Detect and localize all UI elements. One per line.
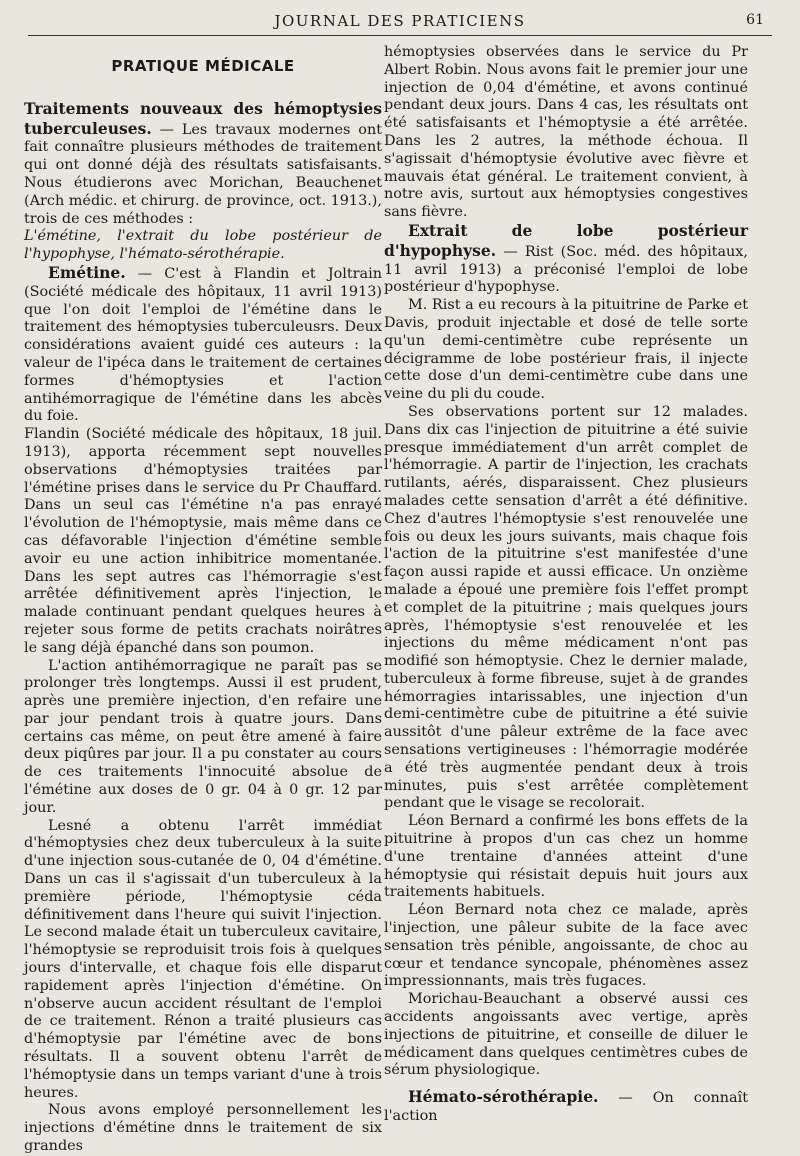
emetine-paragraph-4: Lesné a obtenu l'arrêt immédiat d'hémoptysies chez deux tuberculeux à la suite d'une injection sous-cutanée de 0, 04 d'émétine. Dans un cas il s'agissait d'un tuberculeux à la première période, l'hémoptysie céda définitivement dans l'heure qui suivit l'injection. Le second malade était un tuberculeux cavitaire, l'hémoptysie se reproduisit trois fois à quelques jours d'intervalle, et chaque fois elle disparut rapidement après l'injection d'émétine. On n'observe aucun accident résultant de l'emploi de ce traitement. Rénon a traité plusieurs cas d'hémoptysie par l'émétine avec de bons résultats. Il a souvent obtenu l'arrêt de l'hémoptysie dans un temps variant d'une à trois heures. — [24, 817, 382, 1101]
hypophyse-heading: Extrait de lobe postérieur d'hypophyse. — [384, 220, 748, 260]
article-title: Traitements nouveaux des hémoptysies tuberculeuses. — [24, 98, 382, 138]
header-rule — [28, 35, 772, 36]
left-column — [24, 44, 382, 1156]
hypophyse-paragraph-6: Morichau-Beauchant a observé aussi ces accidents angoissants avec vertige, après injections de pituitrine, et conseille de diluer le médicament dans quelques centimètres cubes de sérum physiologique. — [384, 991, 748, 1079]
continued-paragraph: hémoptysies observées dans le service du Pr Albert Robin. Nous avons fait le premier jour une injection de 0,04 d'émétine, et avons continué pendant deux jours. Dans 4 cas, les résultats ont été satisfaisants et l'hémoptysie a été arrêtée. Dans les 2 autres, la méthode échoua. Il s'agissait d'hémoptysie évolutive avec fièvre et mauvais état général. Le traitement convient, à notre avis, surtout aux hémoptysies congestives sans fièvre. — [384, 44, 748, 221]
methods-list: L'émétine, l'extrait du lobe postérieur de l'hypophyse, l'hémato-sérothérapie. — [24, 228, 382, 263]
article-intro — [24, 100, 382, 229]
emetine-paragraph-3: L'action antihémorragique ne paraît pas se prolonger très longtemps. Aussi il est prudent, après une première injection, d'en refaire une par jour pendant trois à quatre jours. Dans certains cas même, on peut être amené à faire deux piqûres par jour. Il a pu constater au cours de ces traitements l'innocuité absolue de l'émétine aux doses de 0 gr. 04 à 0 gr. 12 par jour. — [24, 657, 382, 816]
hemato-heading: Hémato-sérothérapie. — [408, 1087, 599, 1107]
article-intro-text: — Les travaux modernes ont fait connaître plusieurs méthodes de traitement qui ont donné déjà des résultats satisfaisants. Nous étudierons avec Morichan, Beauchenet (Arch médic. et chirurg. de province, oct. 1913.), trois de ces méthodes : — [24, 121, 382, 227]
emetine-paragraph-2: Flandin (Société médicale des hôpitaux, 18 juil. 1913), apporta récemment sept nouvelles observations d'hémoptysies traitées par l'émétine prises dans le service du Pr Chauffard. Dans un seul cas l'émétine n'a pas enrayé l'évolution de l'hémoptysie, mais même dans ce cas défavorable l'injection d'émétine semble avoir eu une action inhibitrice momentanée. Dans les sept autres cas l'hémorragie s'est arrêtée définitivement après l'injection, le malade continuant pendant quelques heures à rejeter sous forme de petits crachats noirâtres le sang déjà épanché dans son poumon. — [24, 426, 382, 656]
emetine-heading: Emétine. — [48, 262, 126, 282]
running-head: JOURNAL DES PRATICIENS — [274, 12, 526, 30]
hypophyse-paragraph-5: Léon Bernard nota chez ce malade, après l'injection, une pâleur subite de la face avec sensation très pénible, angoissante, de choc au cœur et tendance syncopale, phénomènes assez impressionnants, mais très fugaces. — [384, 902, 748, 990]
emetine-paragraph-1: Emétine. — C'est à Flandin et Joltrain (Société médicale des hôpitaux, 11 avril 1913) que l'on doit l'emploi de l'émétine dans le traitement des hémoptysies tuberculeusrs. Deux considérations avaient guidé ces auteurs : la valeur de l'ipéca dans le traitement de certaines formes d'hémoptysies et l'action antihémorragique de l'émétine dans les abcès du foie. — [24, 262, 382, 425]
hypophyse-paragraph-1: Extrait de lobe postérieur d'hypophyse. — Rist (Soc. méd. des hôpitaux, 11 avril 1913) a préconisé l'emploi de lobe postérieur d'hypophyse. — [384, 220, 748, 296]
hypophyse-paragraph-3: Ses observations portent sur 12 malades. Dans dix cas l'injection de pituitrine a été suivie presque immédiatement d'un arrêt complet de l'hémorragie. A partir de l'injection, les crachats rutilants, aérés, disparaissent. Chez plusieurs malades cette sensation d'arrêt a été définitive. Chez d'autres l'hémoptysie s'est renouvelée une fois ou deux les jours suivants, mais chaque fois l'action de la pituitrine s'est manifestée d'une façon aussi rapide et aussi efficace. Un onzième malade a époué une première fois l'effet prompt et complet de la pituitrine ; mais quelques jours après, l'hémoptysie s'est renouvelée et les injections du même médicament n'ont pas modifié son hémoptysie. Chez le dernier malade, tuberculeux à forme fibreuse, sujet à de grandes hémorragies intarissables, une injection d'un demi-centimètre cube de pituitrine a été suivie aussitôt d'une pâleur extrême de la face avec sensations vertigineuses : l'hémorragie modérée a été très augmentée pendant deux à trois minutes, puis s'est arrêtée complètement pendant que le visage se recolorait. — [384, 403, 748, 812]
section-title: PRATIQUE MÉDICALE — [111, 57, 295, 75]
hypophyse-paragraph-4: Léon Bernard a confirmé les bons effets de la pituitrine à propos d'un cas chez un homme d'une trentaine d'années atteint d'une hémoptysie qui résistait depuis huit jours aux traitements habituels. — [384, 813, 748, 901]
emetine-paragraph-5: Nous avons employé personnellement les injections d'émétine dnns le traitement de six grandes — [24, 1102, 382, 1155]
page-number: 61 — [746, 12, 764, 28]
right-column — [384, 44, 748, 1126]
hemato-paragraph: Hémato-sérothérapie. — On connaît l'action — [384, 1087, 748, 1125]
hypophyse-paragraph-2: M. Rist a eu recours à la pituitrine de Parke et Davis, produit injectable et dosé de telle sorte qu'un demi-centimètre cube représente un décigramme de lobe postérieur frais, il injecte cette dose d'un demi-centimètre cube dans une veine du pli du coude. — [384, 297, 748, 403]
